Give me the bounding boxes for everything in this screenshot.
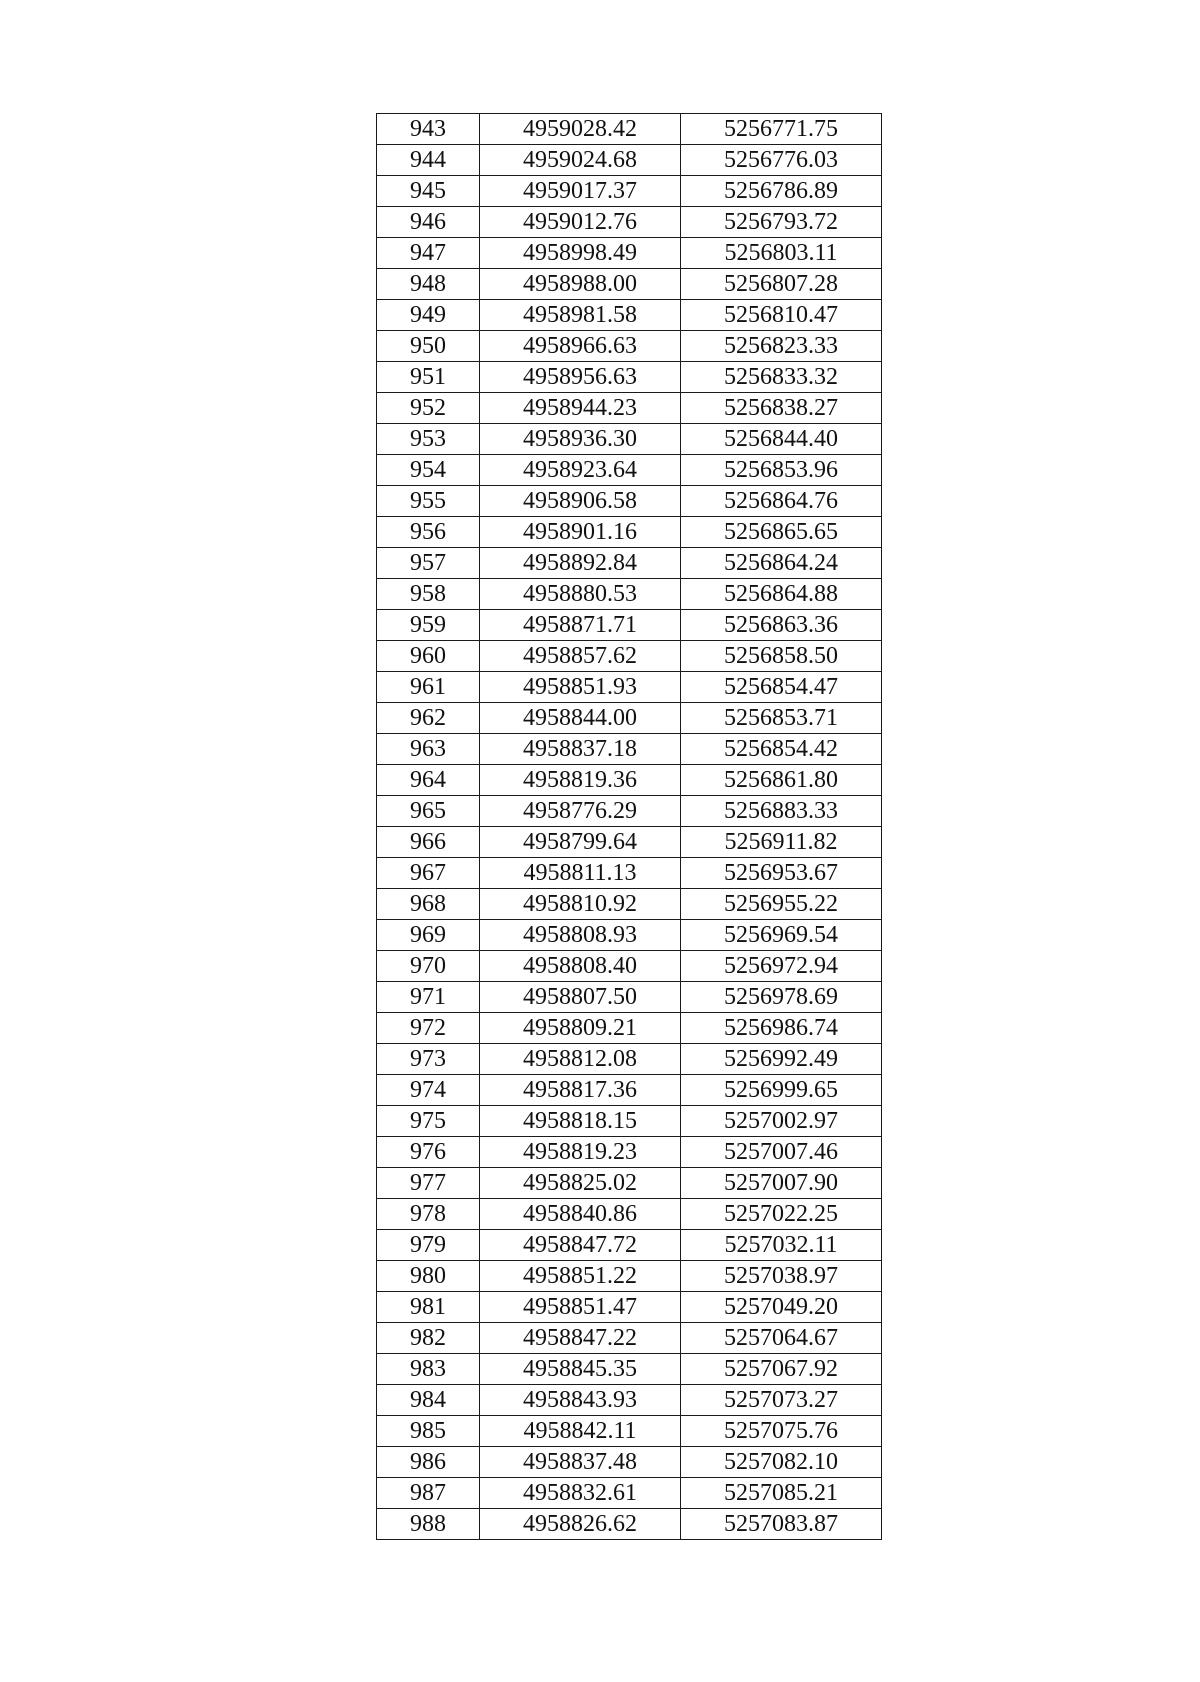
point-number-cell: 952 [377,393,480,424]
table-row [377,1416,882,1447]
point-number-cell: 974 [377,1075,480,1106]
x-coordinate-cell: 4958807.50 [480,982,681,1013]
x-coordinate-cell: 4958837.18 [480,734,681,765]
y-coordinate-cell: 5256864.76 [681,486,882,517]
point-number-cell: 949 [377,300,480,331]
y-coordinate-cell: 5257064.67 [681,1323,882,1354]
point-number-cell: 973 [377,1044,480,1075]
y-coordinate-cell: 5256776.03 [681,145,882,176]
x-coordinate-cell: 4958851.47 [480,1292,681,1323]
table-row [377,145,882,176]
x-coordinate-cell: 4958817.36 [480,1075,681,1106]
x-coordinate-cell: 4958826.62 [480,1509,681,1540]
point-number-cell: 943 [377,114,480,145]
point-number-cell: 953 [377,424,480,455]
x-coordinate-cell: 4958837.48 [480,1447,681,1478]
point-number-cell: 948 [377,269,480,300]
point-number-cell: 967 [377,858,480,889]
table-row [377,1292,882,1323]
point-number-cell: 963 [377,734,480,765]
point-number-cell: 986 [377,1447,480,1478]
y-coordinate-cell: 5257022.25 [681,1199,882,1230]
y-coordinate-cell: 5256863.36 [681,610,882,641]
table-row [377,548,882,579]
y-coordinate-cell: 5257083.87 [681,1509,882,1540]
table-row [377,424,882,455]
y-coordinate-cell: 5256978.69 [681,982,882,1013]
y-coordinate-cell: 5256823.33 [681,331,882,362]
table-row [377,982,882,1013]
y-coordinate-cell: 5257007.90 [681,1168,882,1199]
x-coordinate-cell: 4958906.58 [480,486,681,517]
table-row [377,734,882,765]
table-row [377,393,882,424]
y-coordinate-cell: 5256864.88 [681,579,882,610]
table-row [377,765,882,796]
x-coordinate-cell: 4958944.23 [480,393,681,424]
y-coordinate-cell: 5256833.32 [681,362,882,393]
table-row [377,1478,882,1509]
y-coordinate-cell: 5256771.75 [681,114,882,145]
table-row [377,1447,882,1478]
x-coordinate-cell: 4958825.02 [480,1168,681,1199]
point-number-cell: 988 [377,1509,480,1540]
x-coordinate-cell: 4958966.63 [480,331,681,362]
y-coordinate-cell: 5256786.89 [681,176,882,207]
table-row [377,362,882,393]
point-number-cell: 981 [377,1292,480,1323]
table-row [377,1261,882,1292]
table-row [377,207,882,238]
point-number-cell: 972 [377,1013,480,1044]
point-number-cell: 958 [377,579,480,610]
table-row [377,1075,882,1106]
x-coordinate-cell: 4958799.64 [480,827,681,858]
point-number-cell: 944 [377,145,480,176]
x-coordinate-cell: 4959012.76 [480,207,681,238]
table-row [377,1509,882,1540]
point-number-cell: 959 [377,610,480,641]
table-row [377,579,882,610]
table-row [377,331,882,362]
y-coordinate-cell: 5257002.97 [681,1106,882,1137]
table-row [377,1013,882,1044]
point-number-cell: 982 [377,1323,480,1354]
y-coordinate-cell: 5257049.20 [681,1292,882,1323]
table-row [377,300,882,331]
point-number-cell: 965 [377,796,480,827]
y-coordinate-cell: 5256854.47 [681,672,882,703]
x-coordinate-cell: 4958809.21 [480,1013,681,1044]
point-number-cell: 978 [377,1199,480,1230]
point-number-cell: 975 [377,1106,480,1137]
point-number-cell: 957 [377,548,480,579]
point-number-cell: 976 [377,1137,480,1168]
point-number-cell: 985 [377,1416,480,1447]
point-number-cell: 984 [377,1385,480,1416]
y-coordinate-cell: 5256803.11 [681,238,882,269]
y-coordinate-cell: 5257075.76 [681,1416,882,1447]
x-coordinate-cell: 4958857.62 [480,641,681,672]
point-number-cell: 977 [377,1168,480,1199]
x-coordinate-cell: 4958845.35 [480,1354,681,1385]
x-coordinate-cell: 4958988.00 [480,269,681,300]
y-coordinate-cell: 5256883.33 [681,796,882,827]
x-coordinate-cell: 4958956.63 [480,362,681,393]
y-coordinate-cell: 5257082.10 [681,1447,882,1478]
point-number-cell: 966 [377,827,480,858]
table-row [377,672,882,703]
table-row [377,796,882,827]
coordinates-table [376,113,882,1540]
y-coordinate-cell: 5257085.21 [681,1478,882,1509]
x-coordinate-cell: 4958847.22 [480,1323,681,1354]
point-number-cell: 956 [377,517,480,548]
point-number-cell: 970 [377,951,480,982]
y-coordinate-cell: 5257067.92 [681,1354,882,1385]
x-coordinate-cell: 4958998.49 [480,238,681,269]
table-row [377,114,882,145]
table-row [377,238,882,269]
point-number-cell: 950 [377,331,480,362]
x-coordinate-cell: 4958819.36 [480,765,681,796]
point-number-cell: 987 [377,1478,480,1509]
point-number-cell: 955 [377,486,480,517]
point-number-cell: 960 [377,641,480,672]
y-coordinate-cell: 5256793.72 [681,207,882,238]
point-number-cell: 962 [377,703,480,734]
x-coordinate-cell: 4958851.22 [480,1261,681,1292]
x-coordinate-cell: 4958871.71 [480,610,681,641]
y-coordinate-cell: 5256844.40 [681,424,882,455]
y-coordinate-cell: 5256864.24 [681,548,882,579]
y-coordinate-cell: 5256807.28 [681,269,882,300]
table-row [377,1044,882,1075]
y-coordinate-cell: 5256953.67 [681,858,882,889]
y-coordinate-cell: 5256853.71 [681,703,882,734]
y-coordinate-cell: 5256911.82 [681,827,882,858]
table-row [377,858,882,889]
x-coordinate-cell: 4958923.64 [480,455,681,486]
x-coordinate-cell: 4958844.00 [480,703,681,734]
table-row [377,269,882,300]
y-coordinate-cell: 5257007.46 [681,1137,882,1168]
point-number-cell: 947 [377,238,480,269]
point-number-cell: 945 [377,176,480,207]
x-coordinate-cell: 4958832.61 [480,1478,681,1509]
y-coordinate-cell: 5256858.50 [681,641,882,672]
y-coordinate-cell: 5256986.74 [681,1013,882,1044]
y-coordinate-cell: 5256853.96 [681,455,882,486]
x-coordinate-cell: 4958811.13 [480,858,681,889]
table-row [377,827,882,858]
x-coordinate-cell: 4958810.92 [480,889,681,920]
x-coordinate-cell: 4958819.23 [480,1137,681,1168]
y-coordinate-cell: 5256972.94 [681,951,882,982]
x-coordinate-cell: 4958880.53 [480,579,681,610]
table-row [377,920,882,951]
point-number-cell: 946 [377,207,480,238]
point-number-cell: 968 [377,889,480,920]
x-coordinate-cell: 4958901.16 [480,517,681,548]
table-row [377,486,882,517]
y-coordinate-cell: 5256969.54 [681,920,882,951]
x-coordinate-cell: 4958808.40 [480,951,681,982]
table-row [377,1323,882,1354]
point-number-cell: 951 [377,362,480,393]
table-row [377,1168,882,1199]
coordinates-table-body [377,114,882,1540]
table-row [377,176,882,207]
x-coordinate-cell: 4958842.11 [480,1416,681,1447]
table-row [377,1354,882,1385]
y-coordinate-cell: 5257073.27 [681,1385,882,1416]
table-row [377,1385,882,1416]
point-number-cell: 983 [377,1354,480,1385]
y-coordinate-cell: 5256861.80 [681,765,882,796]
x-coordinate-cell: 4958851.93 [480,672,681,703]
y-coordinate-cell: 5256999.65 [681,1075,882,1106]
table-row [377,1106,882,1137]
x-coordinate-cell: 4958936.30 [480,424,681,455]
point-number-cell: 964 [377,765,480,796]
y-coordinate-cell: 5256955.22 [681,889,882,920]
x-coordinate-cell: 4958818.15 [480,1106,681,1137]
x-coordinate-cell: 4959017.37 [480,176,681,207]
y-coordinate-cell: 5257038.97 [681,1261,882,1292]
x-coordinate-cell: 4958840.86 [480,1199,681,1230]
x-coordinate-cell: 4958812.08 [480,1044,681,1075]
x-coordinate-cell: 4958843.93 [480,1385,681,1416]
table-row [377,1137,882,1168]
x-coordinate-cell: 4958892.84 [480,548,681,579]
table-row [377,1230,882,1261]
y-coordinate-cell: 5256810.47 [681,300,882,331]
table-row [377,703,882,734]
point-number-cell: 969 [377,920,480,951]
y-coordinate-cell: 5256854.42 [681,734,882,765]
x-coordinate-cell: 4959024.68 [480,145,681,176]
table-row [377,641,882,672]
point-number-cell: 971 [377,982,480,1013]
point-number-cell: 979 [377,1230,480,1261]
y-coordinate-cell: 5256992.49 [681,1044,882,1075]
point-number-cell: 961 [377,672,480,703]
x-coordinate-cell: 4958847.72 [480,1230,681,1261]
x-coordinate-cell: 4959028.42 [480,114,681,145]
y-coordinate-cell: 5256838.27 [681,393,882,424]
y-coordinate-cell: 5256865.65 [681,517,882,548]
y-coordinate-cell: 5257032.11 [681,1230,882,1261]
table-row [377,517,882,548]
point-number-cell: 954 [377,455,480,486]
point-number-cell: 980 [377,1261,480,1292]
table-row [377,951,882,982]
table-row [377,455,882,486]
table-row [377,889,882,920]
x-coordinate-cell: 4958776.29 [480,796,681,827]
table-row [377,610,882,641]
x-coordinate-cell: 4958981.58 [480,300,681,331]
x-coordinate-cell: 4958808.93 [480,920,681,951]
table-row [377,1199,882,1230]
